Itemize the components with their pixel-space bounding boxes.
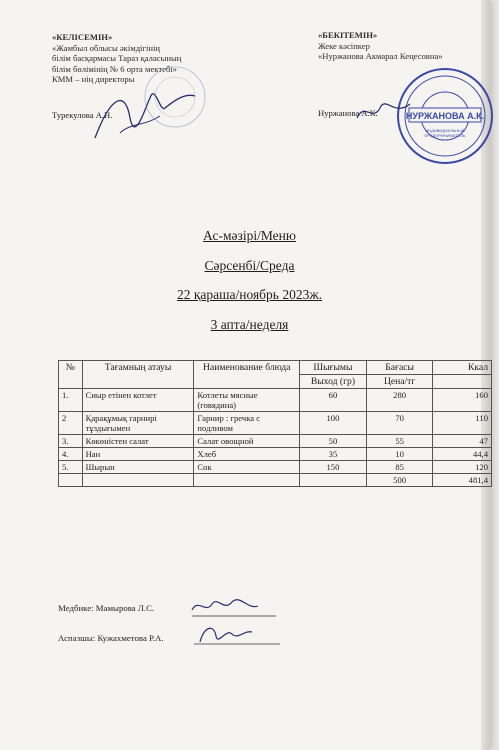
header-name-ru: Наименование блюда	[194, 361, 300, 389]
approval-left-head: «КЕЛІСЕМІН»	[52, 32, 113, 42]
cell-yield: 150	[300, 461, 367, 474]
table-header-row	[59, 361, 492, 375]
svg-text:ПРЕДПРИНИМАТЕЛЬ: ПРЕДПРИНИМАТЕЛЬ	[424, 133, 466, 138]
table-row	[59, 461, 492, 474]
approval-right-line: «Нуржанова Акмарал Кеңесовна»	[318, 51, 443, 61]
table-row	[59, 389, 492, 412]
cell-num: 5.	[59, 461, 83, 474]
cell-kz: Нан	[82, 448, 194, 461]
cell-num: 4.	[59, 448, 83, 461]
table-row	[59, 435, 492, 448]
total-kcal: 481,4	[433, 474, 492, 487]
header-price-ru: Цена/тг	[366, 375, 433, 389]
title-date: 22 қараша/ноябрь 2023ж.	[176, 287, 323, 302]
title-week: 3 апта/неделя	[210, 317, 289, 332]
cell-ru: Гарнир : гречка с подливом	[194, 412, 300, 435]
table-row	[59, 448, 492, 461]
entrepreneur-signature	[355, 96, 415, 126]
cell-kz: Көкөністен салат	[82, 435, 194, 448]
nurse-signature	[188, 596, 278, 620]
approval-left-line: КММ – нің директоры	[52, 74, 135, 84]
header-yield-ru: Выход (гр)	[300, 375, 367, 389]
cell-kcal: 47	[433, 435, 492, 448]
cell-yield: 35	[300, 448, 367, 461]
svg-text:ИНДИВИДУАЛЬНЫЙ: ИНДИВИДУАЛЬНЫЙ	[425, 128, 465, 133]
header-num: №	[59, 361, 83, 389]
cell-kz: Қарақұмық гарнирі тұздығымен	[82, 412, 194, 435]
header-kcal: Ккал	[433, 361, 492, 375]
cell-kz: Сиыр етінен котлет	[82, 389, 194, 412]
cook-signature	[192, 620, 282, 648]
cell-yield: 50	[300, 435, 367, 448]
header-kcal-empty	[433, 375, 492, 389]
table-row	[59, 412, 492, 435]
director-name: Турекулова А.Н.	[52, 110, 113, 120]
approval-right-line: Жеке кәсіпкер	[318, 40, 370, 51]
cell-kz: Шырын	[82, 461, 194, 474]
cell-num: 3.	[59, 435, 83, 448]
approval-left-line: білім басқармасы Тараз қаласының	[52, 53, 182, 63]
cook-name: Аспазшы: Кужахметова Р.А.	[58, 633, 164, 643]
approval-left-line: білім бөлімінің № 6 орта мектебі»	[52, 63, 177, 74]
cell-num: 1.	[59, 389, 83, 412]
header-price-kz: Бағасы	[366, 361, 433, 375]
cell-kcal: 110	[433, 412, 492, 435]
cell-price: 70	[366, 412, 433, 435]
approval-left-line: «Жамбыл облысы әкімдігінің	[52, 42, 160, 53]
cell-ru: Хлеб	[194, 448, 300, 461]
cell-yield: 100	[300, 412, 367, 435]
cell-ru: Котлеты мясные (говядина)	[194, 389, 300, 412]
seal-name: НУРЖАНОВА А.К.	[405, 111, 485, 121]
cell-kcal: 160	[433, 389, 492, 412]
title-menu: Ас-мәзірі/Меню	[203, 228, 296, 243]
cell-price: 85	[366, 461, 433, 474]
nurse-name: Медбике: Мамырова Л.С.	[58, 603, 155, 613]
total-price: 500	[366, 474, 433, 487]
title-day: Сәрсенбі/Среда	[204, 258, 295, 273]
cell-ru: Салат овощной	[194, 435, 300, 448]
header-yield-kz: Шығымы	[300, 361, 367, 375]
cell-kcal: 44,4	[433, 448, 492, 461]
cell-num: 2	[59, 412, 83, 435]
school-stamp	[140, 62, 210, 132]
cell-yield: 60	[300, 389, 367, 412]
approval-block-right	[318, 30, 443, 62]
nurse-signature-line	[58, 603, 154, 613]
cell-ru: Сок	[194, 461, 300, 474]
entrepreneur-name: Нуржанова А.К.	[318, 108, 378, 118]
cook-signature-line	[58, 633, 164, 643]
cell-price: 55	[366, 435, 433, 448]
menu-table	[58, 360, 492, 487]
table-total-row	[59, 474, 492, 487]
cell-price: 10	[366, 448, 433, 461]
cell-price: 280	[366, 389, 433, 412]
cell-kcal: 120	[433, 461, 492, 474]
approval-right-head: «БЕКІТЕМІН»	[318, 30, 378, 40]
header-name-kz: Тағамның атауы	[82, 361, 194, 389]
